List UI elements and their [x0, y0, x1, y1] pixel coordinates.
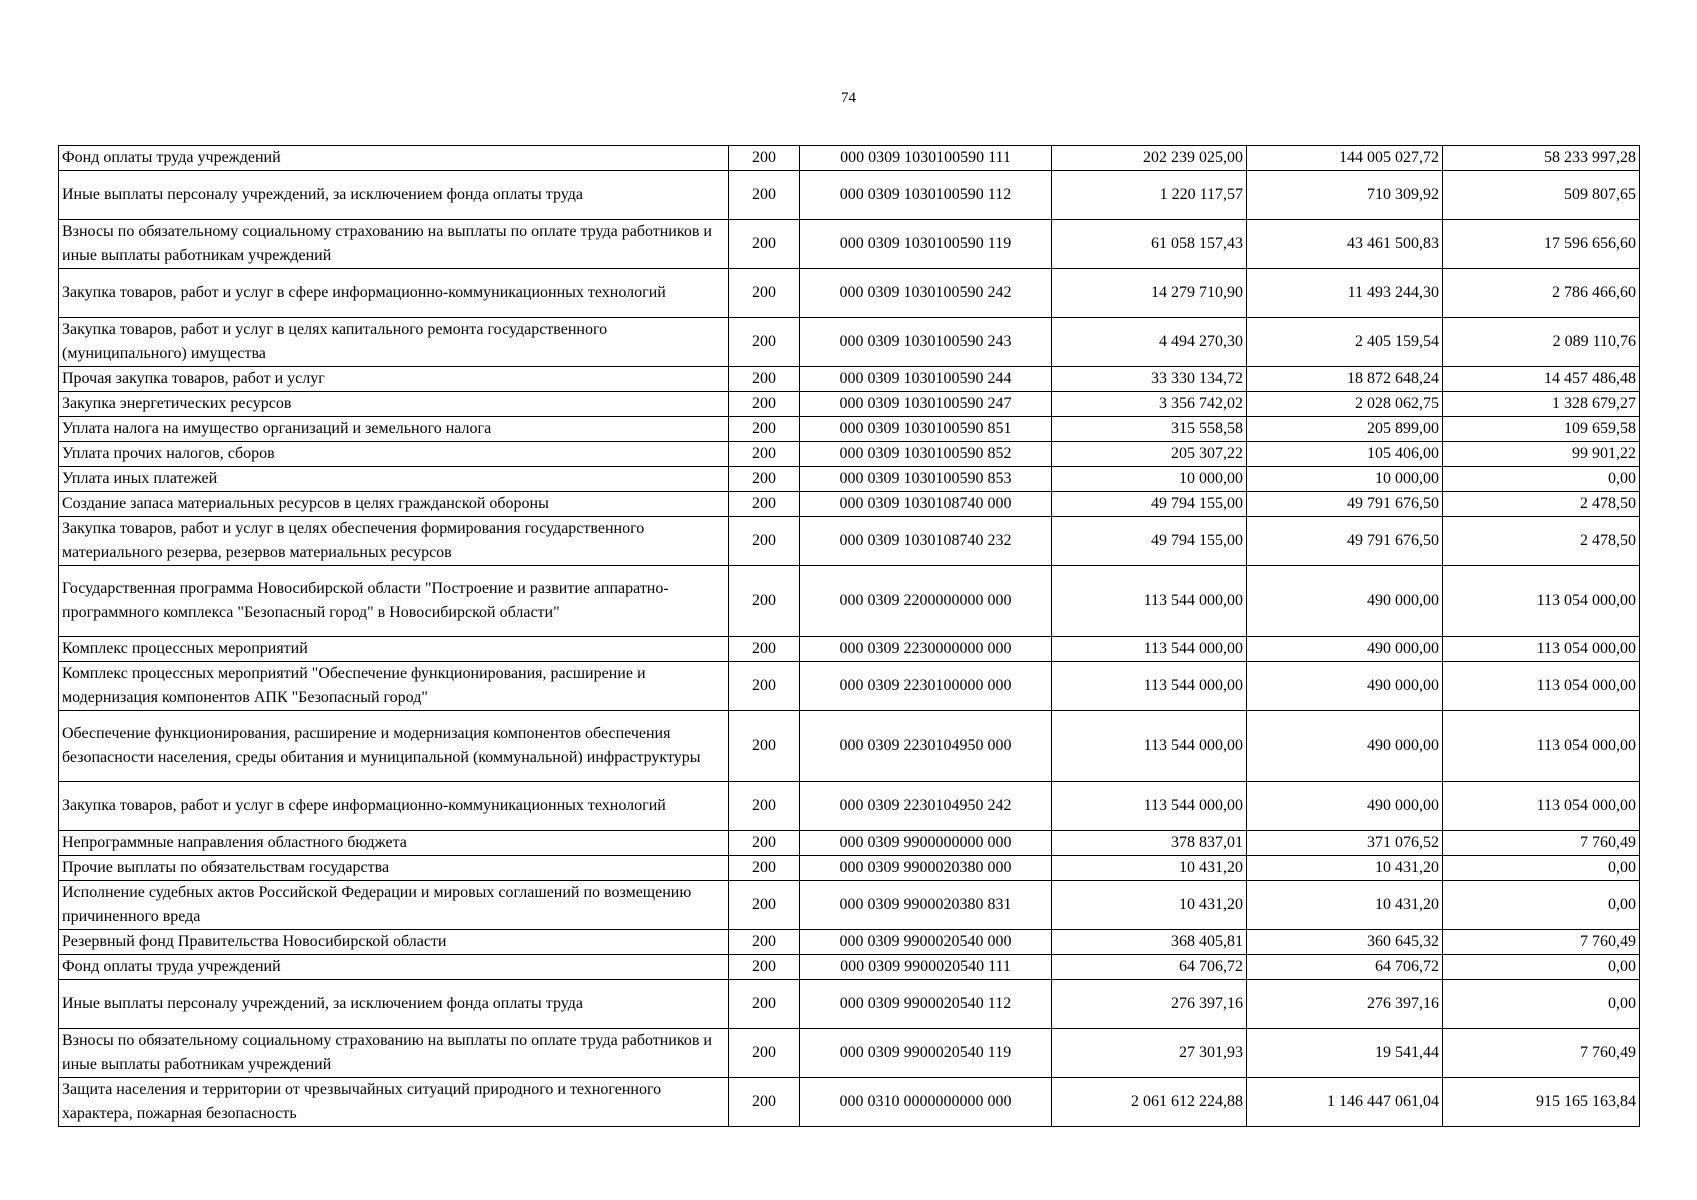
row-classification-cell: 000 0309 2230100000 000 [800, 662, 1052, 711]
row-code-cell: 200 [729, 269, 800, 318]
row-executed-cell: 11 493 244,30 [1247, 269, 1443, 318]
row-unexecuted-cell: 2 478,50 [1443, 517, 1640, 566]
row-approved-cell: 49 794 155,00 [1052, 517, 1247, 566]
table-row [59, 711, 1640, 782]
table-row [59, 220, 1640, 269]
row-unexecuted-cell: 14 457 486,48 [1443, 367, 1640, 392]
row-approved-cell: 315 558,58 [1052, 417, 1247, 442]
row-executed-cell: 490 000,00 [1247, 566, 1443, 637]
row-executed-cell: 10 000,00 [1247, 467, 1443, 492]
row-unexecuted-cell: 2 089 110,76 [1443, 318, 1640, 367]
table-row [59, 881, 1640, 930]
row-code-cell: 200 [729, 662, 800, 711]
row-code-cell: 200 [729, 637, 800, 662]
row-executed-cell: 144 005 027,72 [1247, 146, 1443, 171]
row-approved-cell: 33 330 134,72 [1052, 367, 1247, 392]
row-code-cell: 200 [729, 146, 800, 171]
table-row [59, 856, 1640, 881]
row-classification-cell: 000 0309 9900020540 111 [800, 955, 1052, 980]
row-unexecuted-cell: 99 901,22 [1443, 442, 1640, 467]
table-row [59, 492, 1640, 517]
table-row [59, 367, 1640, 392]
row-name-cell: Иные выплаты персоналу учреждений, за исключением фонда оплаты труда [59, 980, 729, 1029]
table-row [59, 782, 1640, 831]
row-approved-cell: 378 837,01 [1052, 831, 1247, 856]
row-approved-cell: 368 405,81 [1052, 930, 1247, 955]
row-name-cell: Исполнение судебных актов Российской Федерации и мировых соглашений по возмещению причиненного вреда [59, 881, 729, 930]
row-approved-cell: 113 544 000,00 [1052, 711, 1247, 782]
row-approved-cell: 113 544 000,00 [1052, 566, 1247, 637]
table-row [59, 1029, 1640, 1078]
row-name-cell: Закупка товаров, работ и услуг в целях обеспечения формирования государственного материального резерва, резервов материальных ресурсов [59, 517, 729, 566]
page-number: 74 [841, 90, 856, 106]
table-body [59, 146, 1640, 1127]
row-classification-cell: 000 0309 1030100590 852 [800, 442, 1052, 467]
table-row [59, 955, 1640, 980]
row-name-cell: Закупка товаров, работ и услуг в сфере информационно-коммуникационных технологий [59, 782, 729, 831]
row-code-cell: 200 [729, 442, 800, 467]
table-row [59, 831, 1640, 856]
row-name-cell: Взносы по обязательному социальному страхованию на выплаты по оплате труда работников и иные выплаты работникам учреждений [59, 220, 729, 269]
row-name-cell: Фонд оплаты труда учреждений [59, 955, 729, 980]
table-row [59, 146, 1640, 171]
row-name-cell: Защита населения и территории от чрезвычайных ситуаций природного и техногенного характера, пожарная безопасность [59, 1078, 729, 1127]
row-unexecuted-cell: 113 054 000,00 [1443, 711, 1640, 782]
row-classification-cell: 000 0309 9900020540 112 [800, 980, 1052, 1029]
row-name-cell: Закупка энергетических ресурсов [59, 392, 729, 417]
table-row [59, 566, 1640, 637]
row-executed-cell: 64 706,72 [1247, 955, 1443, 980]
row-unexecuted-cell: 0,00 [1443, 980, 1640, 1029]
row-code-cell: 200 [729, 711, 800, 782]
row-approved-cell: 205 307,22 [1052, 442, 1247, 467]
row-approved-cell: 2 061 612 224,88 [1052, 1078, 1247, 1127]
row-name-cell: Уплата налога на имущество организаций и земельного налога [59, 417, 729, 442]
row-classification-cell: 000 0309 1030100590 851 [800, 417, 1052, 442]
row-executed-cell: 2 028 062,75 [1247, 392, 1443, 417]
row-name-cell: Обеспечение функционирования, расширение и модернизация компонентов обеспечения безопасности населения, среды обитания и муниципальной (коммунальной) инфраструктуры [59, 711, 729, 782]
table-row [59, 467, 1640, 492]
row-approved-cell: 3 356 742,02 [1052, 392, 1247, 417]
row-code-cell: 200 [729, 392, 800, 417]
row-classification-cell: 000 0309 1030100590 119 [800, 220, 1052, 269]
row-approved-cell: 202 239 025,00 [1052, 146, 1247, 171]
row-unexecuted-cell: 0,00 [1443, 955, 1640, 980]
row-unexecuted-cell: 113 054 000,00 [1443, 637, 1640, 662]
row-executed-cell: 19 541,44 [1247, 1029, 1443, 1078]
row-classification-cell: 000 0309 2230104950 242 [800, 782, 1052, 831]
table-row [59, 1078, 1640, 1127]
row-name-cell: Комплекс процессных мероприятий [59, 637, 729, 662]
row-classification-cell: 000 0309 2230104950 000 [800, 711, 1052, 782]
table-row [59, 517, 1640, 566]
table-row [59, 171, 1640, 220]
row-name-cell: Иные выплаты персоналу учреждений, за исключением фонда оплаты труда [59, 171, 729, 220]
row-approved-cell: 10 000,00 [1052, 467, 1247, 492]
row-classification-cell: 000 0309 1030100590 242 [800, 269, 1052, 318]
table-row [59, 442, 1640, 467]
row-unexecuted-cell: 1 328 679,27 [1443, 392, 1640, 417]
row-executed-cell: 49 791 676,50 [1247, 492, 1443, 517]
row-approved-cell: 10 431,20 [1052, 881, 1247, 930]
row-code-cell: 200 [729, 955, 800, 980]
row-classification-cell: 000 0309 9900020540 119 [800, 1029, 1052, 1078]
row-unexecuted-cell: 2 478,50 [1443, 492, 1640, 517]
row-code-cell: 200 [729, 1078, 800, 1127]
row-code-cell: 200 [729, 171, 800, 220]
row-code-cell: 200 [729, 1029, 800, 1078]
row-unexecuted-cell: 0,00 [1443, 881, 1640, 930]
row-executed-cell: 710 309,92 [1247, 171, 1443, 220]
row-unexecuted-cell: 915 165 163,84 [1443, 1078, 1640, 1127]
row-classification-cell: 000 0309 9900020380 831 [800, 881, 1052, 930]
row-classification-cell: 000 0309 9900000000 000 [800, 831, 1052, 856]
row-name-cell: Государственная программа Новосибирской области "Построение и развитие аппаратно-программного комплекса "Безопасный город" в Новосибирской области" [59, 566, 729, 637]
row-name-cell: Закупка товаров, работ и услуг в целях капитального ремонта государственного (муниципального) имущества [59, 318, 729, 367]
row-approved-cell: 61 058 157,43 [1052, 220, 1247, 269]
row-classification-cell: 000 0309 1030108740 000 [800, 492, 1052, 517]
row-executed-cell: 360 645,32 [1247, 930, 1443, 955]
table-row [59, 637, 1640, 662]
row-unexecuted-cell: 7 760,49 [1443, 930, 1640, 955]
row-unexecuted-cell: 58 233 997,28 [1443, 146, 1640, 171]
row-code-cell: 200 [729, 856, 800, 881]
row-classification-cell: 000 0309 2200000000 000 [800, 566, 1052, 637]
table-row [59, 417, 1640, 442]
row-unexecuted-cell: 113 054 000,00 [1443, 782, 1640, 831]
row-executed-cell: 490 000,00 [1247, 637, 1443, 662]
row-name-cell: Прочие выплаты по обязательствам государства [59, 856, 729, 881]
row-executed-cell: 2 405 159,54 [1247, 318, 1443, 367]
row-unexecuted-cell: 2 786 466,60 [1443, 269, 1640, 318]
table-row [59, 980, 1640, 1029]
row-executed-cell: 105 406,00 [1247, 442, 1443, 467]
row-name-cell: Прочая закупка товаров, работ и услуг [59, 367, 729, 392]
row-executed-cell: 371 076,52 [1247, 831, 1443, 856]
row-classification-cell: 000 0309 9900020540 000 [800, 930, 1052, 955]
row-executed-cell: 49 791 676,50 [1247, 517, 1443, 566]
row-approved-cell: 64 706,72 [1052, 955, 1247, 980]
row-name-cell: Взносы по обязательному социальному страхованию на выплаты по оплате труда работников и иные выплаты работникам учреждений [59, 1029, 729, 1078]
row-approved-cell: 1 220 117,57 [1052, 171, 1247, 220]
row-classification-cell: 000 0309 1030108740 232 [800, 517, 1052, 566]
row-name-cell: Резервный фонд Правительства Новосибирской области [59, 930, 729, 955]
row-approved-cell: 276 397,16 [1052, 980, 1247, 1029]
row-code-cell: 200 [729, 980, 800, 1029]
row-name-cell: Фонд оплаты труда учреждений [59, 146, 729, 171]
row-executed-cell: 276 397,16 [1247, 980, 1443, 1029]
row-name-cell: Непрограммные направления областного бюджета [59, 831, 729, 856]
row-approved-cell: 27 301,93 [1052, 1029, 1247, 1078]
row-unexecuted-cell: 113 054 000,00 [1443, 566, 1640, 637]
row-unexecuted-cell: 113 054 000,00 [1443, 662, 1640, 711]
row-executed-cell: 43 461 500,83 [1247, 220, 1443, 269]
row-code-cell: 200 [729, 318, 800, 367]
row-executed-cell: 205 899,00 [1247, 417, 1443, 442]
row-name-cell: Закупка товаров, работ и услуг в сфере информационно-коммуникационных технологий [59, 269, 729, 318]
row-classification-cell: 000 0309 1030100590 243 [800, 318, 1052, 367]
table-row [59, 392, 1640, 417]
row-approved-cell: 49 794 155,00 [1052, 492, 1247, 517]
row-executed-cell: 1 146 447 061,04 [1247, 1078, 1443, 1127]
row-code-cell: 200 [729, 467, 800, 492]
row-classification-cell: 000 0309 1030100590 111 [800, 146, 1052, 171]
row-code-cell: 200 [729, 930, 800, 955]
row-code-cell: 200 [729, 782, 800, 831]
table-row [59, 930, 1640, 955]
row-code-cell: 200 [729, 831, 800, 856]
row-approved-cell: 113 544 000,00 [1052, 782, 1247, 831]
row-unexecuted-cell: 17 596 656,60 [1443, 220, 1640, 269]
row-executed-cell: 18 872 648,24 [1247, 367, 1443, 392]
row-name-cell: Комплекс процессных мероприятий "Обеспечение функционирования, расширение и модернизация компонентов АПК "Безопасный город" [59, 662, 729, 711]
row-unexecuted-cell: 7 760,49 [1443, 1029, 1640, 1078]
row-name-cell: Уплата прочих налогов, сборов [59, 442, 729, 467]
row-code-cell: 200 [729, 220, 800, 269]
row-name-cell: Уплата иных платежей [59, 467, 729, 492]
row-executed-cell: 490 000,00 [1247, 782, 1443, 831]
table-row [59, 269, 1640, 318]
row-unexecuted-cell: 0,00 [1443, 467, 1640, 492]
table-row [59, 662, 1640, 711]
row-classification-cell: 000 0309 1030100590 247 [800, 392, 1052, 417]
row-code-cell: 200 [729, 517, 800, 566]
row-code-cell: 200 [729, 566, 800, 637]
row-classification-cell: 000 0309 9900020380 000 [800, 856, 1052, 881]
table-row [59, 318, 1640, 367]
row-approved-cell: 113 544 000,00 [1052, 637, 1247, 662]
row-code-cell: 200 [729, 367, 800, 392]
row-approved-cell: 113 544 000,00 [1052, 662, 1247, 711]
row-code-cell: 200 [729, 881, 800, 930]
row-classification-cell: 000 0310 0000000000 000 [800, 1078, 1052, 1127]
row-code-cell: 200 [729, 492, 800, 517]
row-name-cell: Создание запаса материальных ресурсов в целях гражданской обороны [59, 492, 729, 517]
row-executed-cell: 10 431,20 [1247, 856, 1443, 881]
row-unexecuted-cell: 109 659,58 [1443, 417, 1640, 442]
row-approved-cell: 4 494 270,30 [1052, 318, 1247, 367]
row-approved-cell: 10 431,20 [1052, 856, 1247, 881]
row-code-cell: 200 [729, 417, 800, 442]
row-classification-cell: 000 0309 2230000000 000 [800, 637, 1052, 662]
budget-execution-table [58, 145, 1640, 1127]
row-approved-cell: 14 279 710,90 [1052, 269, 1247, 318]
row-classification-cell: 000 0309 1030100590 112 [800, 171, 1052, 220]
row-unexecuted-cell: 7 760,49 [1443, 831, 1640, 856]
row-classification-cell: 000 0309 1030100590 244 [800, 367, 1052, 392]
row-unexecuted-cell: 0,00 [1443, 856, 1640, 881]
row-classification-cell: 000 0309 1030100590 853 [800, 467, 1052, 492]
row-executed-cell: 10 431,20 [1247, 881, 1443, 930]
row-unexecuted-cell: 509 807,65 [1443, 171, 1640, 220]
row-executed-cell: 490 000,00 [1247, 662, 1443, 711]
row-executed-cell: 490 000,00 [1247, 711, 1443, 782]
